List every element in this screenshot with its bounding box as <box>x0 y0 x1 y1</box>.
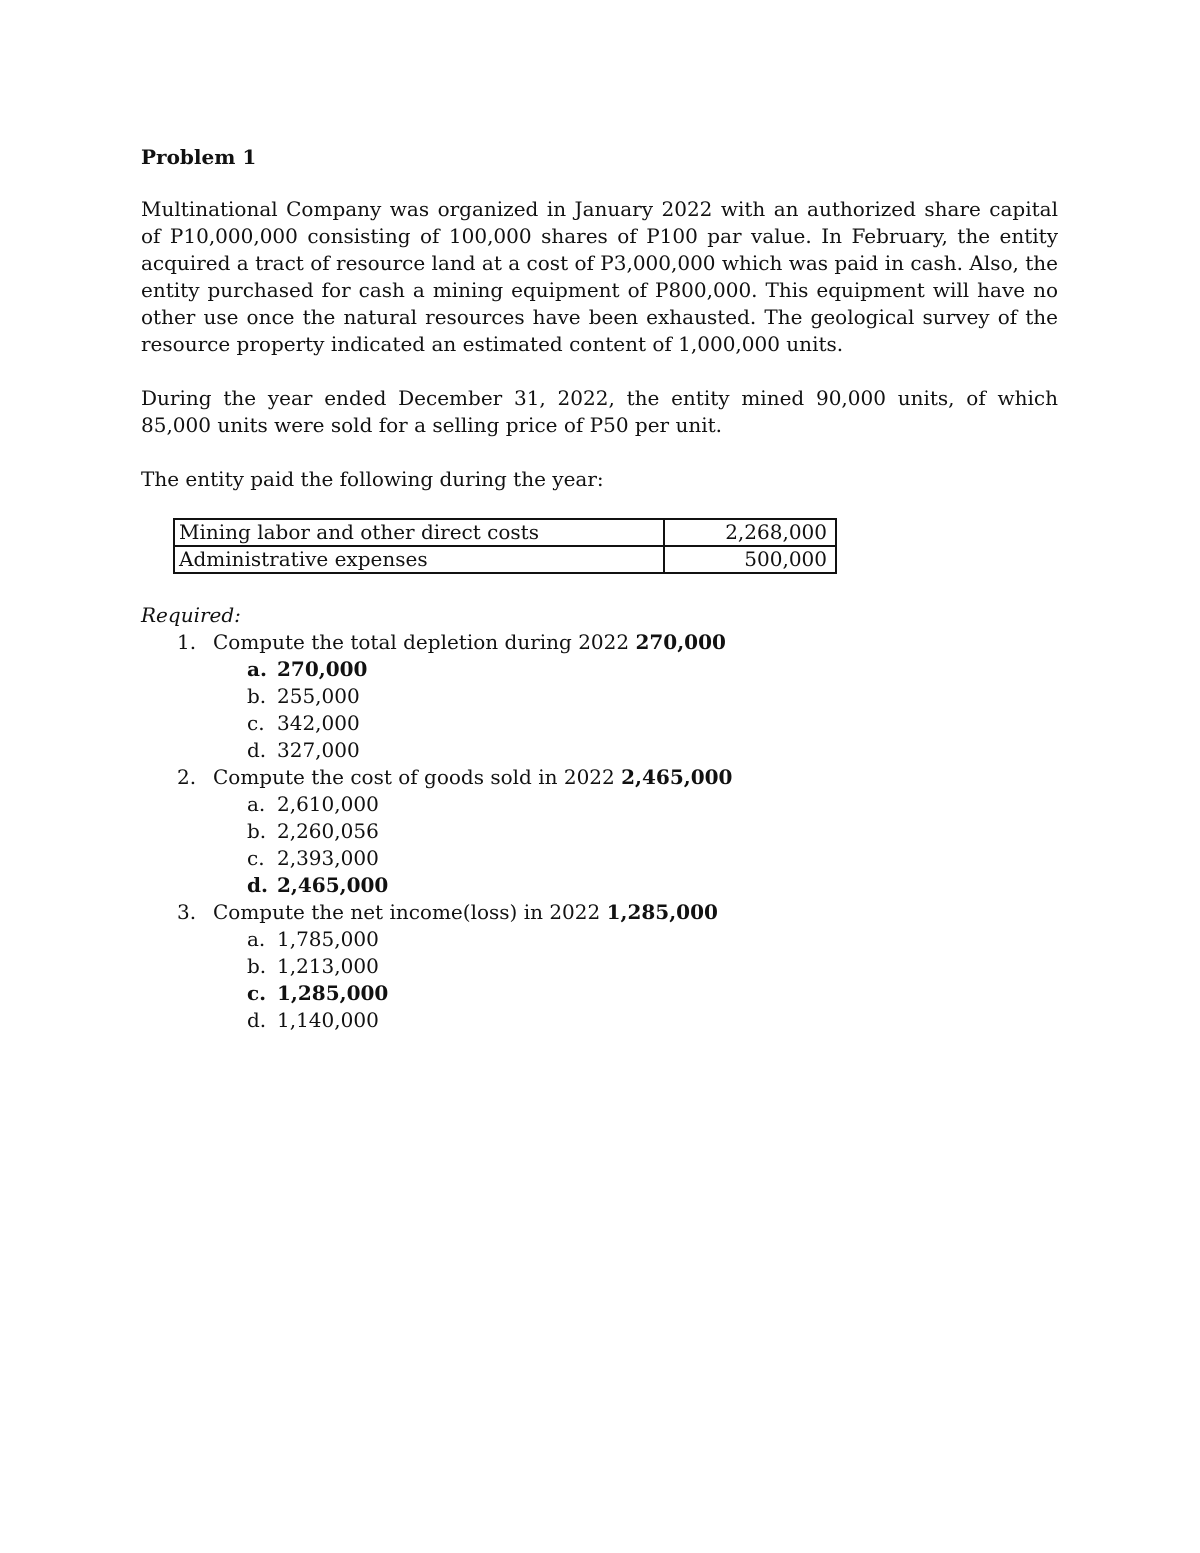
option-item <box>247 710 1058 737</box>
option-value: 1,285,000 <box>277 981 389 1005</box>
production-paragraph: During the year ended December 31, 2022, the entity mined 90,000 units, of which 85,000 units were sold for a selling price of P50 per unit. <box>141 386 1058 437</box>
option-letter: d. <box>247 738 267 762</box>
option-value: 2,610,000 <box>277 792 379 816</box>
option-letter: a. <box>247 657 267 681</box>
option-value: 1,213,000 <box>277 954 379 978</box>
option-item <box>247 1007 1058 1034</box>
option-letter: a. <box>247 792 266 816</box>
question-number: 3. <box>177 900 197 924</box>
question-answer: 1,285,000 <box>606 900 718 924</box>
question-item <box>141 629 1058 764</box>
option-letter: d. <box>247 1008 267 1032</box>
question-line <box>177 764 1058 791</box>
question-text-wrap <box>213 764 732 791</box>
option-value: 2,393,000 <box>277 846 379 870</box>
option-letter: b. <box>247 819 267 843</box>
option-letter: c. <box>247 711 265 735</box>
option-item <box>247 791 1058 818</box>
problem-title: Problem 1 <box>141 145 257 169</box>
option-value: 255,000 <box>277 684 360 708</box>
table-row <box>174 546 836 573</box>
option-letter: c. <box>247 981 267 1005</box>
required-label: Required: <box>141 603 241 627</box>
option-letter: b. <box>247 684 267 708</box>
option-value: 270,000 <box>277 657 368 681</box>
cost-label: Mining labor and other direct costs <box>174 519 664 546</box>
question-answer: 2,465,000 <box>621 765 733 789</box>
question-text: Compute the net income(loss) in 2022 <box>213 900 601 924</box>
question-number: 1. <box>177 630 197 654</box>
costs-lead-text: The entity paid the following during the year: <box>141 467 604 491</box>
question-text-wrap <box>213 629 726 656</box>
option-value: 1,785,000 <box>277 927 379 951</box>
option-item <box>247 845 1058 872</box>
intro-paragraph: Multinational Company was organized in January 2022 with an authorized share capital of P10,000,000 consisting of 100,000 shares of P100 par value. In February, the entity acquired a tract of resource land at a cost of P3,000,000 which was paid in cash. Also, the entity purchased for cash a mining equipment of P800,000. This equipment will have no other use once the natural resources have been exhausted. The geological survey of the resource property indicated an estimated content of 1,000,000 units. <box>141 197 1058 356</box>
option-item <box>247 872 1058 899</box>
document-content <box>141 140 1058 1034</box>
table-row <box>174 519 836 546</box>
option-value: 342,000 <box>277 711 360 735</box>
option-value: 2,465,000 <box>277 873 389 897</box>
question-text: Compute the total depletion during 2022 <box>213 630 630 654</box>
option-value: 327,000 <box>277 738 360 762</box>
question-text: Compute the cost of goods sold in 2022 <box>213 765 615 789</box>
question-number: 2. <box>177 765 197 789</box>
option-value: 1,140,000 <box>277 1008 379 1032</box>
question-item <box>141 764 1058 899</box>
option-item <box>247 656 1058 683</box>
option-letter: d. <box>247 873 268 897</box>
question-text-wrap <box>213 899 718 926</box>
option-item <box>247 953 1058 980</box>
option-item <box>247 980 1058 1007</box>
option-item <box>247 737 1058 764</box>
question-line <box>177 899 1058 926</box>
cost-label: Administrative expenses <box>174 546 664 573</box>
question-item <box>141 899 1058 1034</box>
option-letter: c. <box>247 846 265 870</box>
option-item <box>247 926 1058 953</box>
option-item <box>247 683 1058 710</box>
option-letter: b. <box>247 954 267 978</box>
question-line <box>177 629 1058 656</box>
option-letter: a. <box>247 927 266 951</box>
option-item <box>247 818 1058 845</box>
cost-amount: 2,268,000 <box>664 519 836 546</box>
option-value: 2,260,056 <box>277 819 379 843</box>
cost-amount: 500,000 <box>664 546 836 573</box>
costs-table <box>173 518 837 574</box>
questions-list <box>141 629 1058 1034</box>
question-answer: 270,000 <box>635 630 726 654</box>
